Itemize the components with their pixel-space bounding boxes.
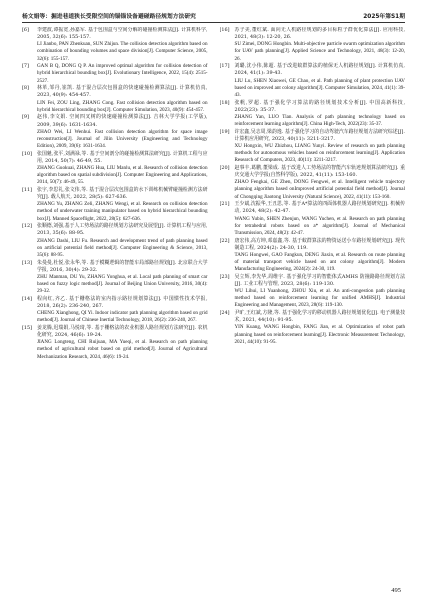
reference-text-chinese: 张帆,罗超. 基于强化学习算法的路径规划技术分析[J]. 中国高新科技, 2022(23): 35-37. — [234, 99, 405, 113]
reference-text-english: WANG Yubin, SHEN Zhenjun, WANG Yuchen, et al. Research on path planning for tetrahedral robots based on a* algorithm[J]. Journal of Mechanical Transmission, 2024, 48(2): 42-47. — [234, 215, 405, 236]
reference-text-chinese: 赵事丰,葛鹏,董梁成. 基于改进人工势场法的智能汽车轨迹规划算法研究[J]. 重庆交通大学学报(自然科学版), 2022, 41(11): 153-160. — [234, 164, 405, 179]
reference-text-english: WU Lihui, LI Yuanhong, ZHOU Xiu, et al. An anti-congestion path planning method based on reinforcement learning for unified AMHS[J]. Industrial Engineering and Management, 2023, 28(6): 119-130. — [234, 288, 405, 309]
reference-body — [37, 187, 208, 223]
reference-number: [12] — [22, 223, 33, 230]
reference-text-chinese: 王少斌,沈振华,王丑思,等. 基于A*算法的四面体机器人路径规划研究[J]. 机械传动, 2024, 48(2): 42-47. — [234, 201, 405, 215]
reference-number: [11] — [22, 186, 33, 193]
reference-body — [37, 27, 208, 63]
reference-body — [235, 129, 406, 165]
reference-item — [220, 201, 406, 237]
reference-item — [22, 187, 208, 223]
reference-number: [7] — [22, 63, 29, 70]
reference-text-english: ZHAO Wei, LI Wenhui. Fast collision detection algorithm for space image reconstruction[J]. Journal of Jilin University (Engineering and Technology Edition), 2009, 39(6): 1631-1634. — [37, 128, 208, 149]
reference-text-english: ZHANG Yan, LUO Tian. Analysis of path planning technology based on reinforcement learning algorithm[J]. China High-Tech, 2022(23): 35-37. — [234, 113, 405, 128]
reference-body — [37, 114, 208, 150]
reference-text-chinese: 苏子美,董红斌. 面向无人机路径规划的多目标粒子群优化算法[J]. 应用科技, 2021, 48(3): 12-20, 26. — [234, 27, 405, 41]
reference-body — [37, 63, 208, 84]
reference-body — [37, 260, 208, 296]
header-title: 杨文娟等：掘进巷道狭长受限空间的锚锚设备避碰路径规划方法研究 — [22, 14, 196, 20]
reference-body — [235, 63, 406, 99]
reference-item — [22, 63, 208, 84]
reference-item — [220, 100, 406, 129]
reference-item — [220, 238, 406, 274]
reference-text-chinese: 赵伟,李文娟. 空间四叉树的快速碰撞检测算法[J]. 吉林大学学报(工学版), 2009, 39(6): 1631-1634. — [37, 114, 208, 128]
reference-text-english: ZHAO Fengkai, GE Zhen, DONG Fengwei, et al. Intelligent vehicle trajectory planning algorithm based onImproved artificial potential field method[J]. Journal of Chongqing Jiaotong University (Natural Science), 2022, 41(11): 153-160. — [234, 179, 405, 200]
reference-text-english: XU Hongxin, WU Zhizhou, LIANG Yunyi. Review of research on path planning methods for autonomous vehicles based on reinforcement learning[J]. Application Research of Computers, 2023, 40(11): 3211-3217. — [234, 143, 405, 164]
reference-text-english: TANG Hongwei, GAO Fangkun, DENG Jiaxin, et al. Research on route planning of material transport vehicle based on ant colony algorithm[J]. Modern Manufacturing Engineering, 2024(2): 24-30, 119. — [234, 251, 405, 273]
reference-text-chinese: 尹旷,王红斌,方隆,等. 基于强化学习的移动机器人路径规划优化[J]. 电子测量技术, 2021, 44(10): 91-95. — [234, 310, 405, 324]
reference-text-english: ZHANG Guokuai, ZHANG Hua, LIU Manlu, et al. Research of collision detection algorithm based on spatial subdivision[J]. Computer Engineering and Applications, 2014, 50(7): 46-49, 55. — [37, 164, 208, 186]
reference-text-english: LIN Fei, ZOU Ling, ZHANG Cong. Fast collision detection algorithm based on hybrid hierarchical bounding box[J]. Computer Simulation, 2023, 40(9): 454-457. — [37, 99, 208, 113]
reference-text-english: LIU Lu, SHEN Xiaowei, GE Chao, et al. Path planning of plant protection UAV based on improved ant colony algorithm[J]. Computer Simulation, 2024, 41(1): 39-43. — [234, 77, 405, 98]
reference-number: [19] — [219, 128, 230, 135]
reference-number: [17] — [219, 63, 230, 70]
reference-item — [220, 63, 406, 99]
reference-item — [22, 85, 208, 114]
reference-number: [14] — [22, 295, 33, 302]
header-issue: 2025年第S1期 — [363, 14, 405, 20]
reference-body — [37, 223, 208, 259]
reference-column-left — [22, 27, 208, 581]
reference-text-chinese: 张宇,李思礼,张文伟,等. 基于混合层次包围盒的水下训练机械臂碰撞检测方法研究[J]. 载人航天, 2022, 28(5): 627-636. — [37, 186, 208, 201]
reference-item — [220, 274, 406, 310]
reference-item — [22, 151, 208, 187]
reference-item — [220, 165, 406, 201]
reference-text-english: GAN B Q, DONG Q P. An improved optimal algorithm for collision detection of hybrid hierarchical bounding box[J]. Evolutionary Intelligence, 2022, 15(4): 2515-2527. — [37, 63, 208, 84]
reference-text-chinese: 朱曼曼,杜悦,张永华,等. 基于模糊逻辑的智能车局部路径规划[J]. 北京联合大学学报, 2016, 30(4): 29-32. — [37, 259, 208, 273]
reference-item — [22, 114, 208, 150]
reference-text-chinese: 唐宏伟,高方坤,邓嘉鑫,等. 基于蚁群算法的物资运送小车路径规划研究[J]. 现代制造工程, 2024(2): 24-30, 119. — [234, 237, 405, 251]
reference-item — [22, 296, 208, 325]
reference-text-chinese: 姜龙腾,迟瑞娟,马悦琦,等. 基于栅格法的农业机器人路径规划方法研究[J]. 农机化研究, 2024, 46(6): 19-24. — [37, 324, 208, 339]
reference-number: [8] — [22, 85, 29, 92]
reference-body — [37, 296, 208, 325]
reference-number: [18] — [219, 99, 230, 106]
reference-body — [235, 165, 406, 201]
reference-columns — [22, 27, 405, 581]
reference-body — [235, 274, 406, 310]
reference-number: [10] — [22, 150, 33, 157]
reference-item — [22, 325, 208, 361]
reference-body — [235, 310, 406, 346]
reference-number: [13] — [22, 259, 33, 266]
reference-item — [22, 223, 208, 259]
reference-item — [22, 27, 208, 63]
reference-text-chinese: 刘璐,沈小伟,陈超. 基于改进蚁群算法的植保无人机路径规划[J]. 计算机仿真, 2024, 41(1): 39-43. — [234, 63, 405, 77]
reference-number: [24] — [219, 310, 230, 317]
reference-number: [9] — [22, 114, 29, 121]
reference-text-english: ZHU Manman, DU Yu, ZHANG Yonghua, et al. Local path planning of smart car based on fuzzy logic method[J]. Journal of Beijing Union University, 2016, 30(4): 29-32. — [37, 273, 208, 295]
reference-item — [220, 129, 406, 165]
reference-item — [220, 310, 406, 346]
reference-text-english: LI Jianbo, PAN Zhenkuan, SUN Zhijun. The collision detection algorithm based on combination of bounding volumes and space division[J]. Computer Science, 2005, 32(6): 155-157. — [37, 41, 208, 62]
reference-body — [235, 27, 406, 63]
reference-body — [37, 151, 208, 187]
reference-number: [23] — [219, 273, 230, 280]
reference-body — [37, 85, 208, 114]
reference-text-chinese: 张国魁,张平,刘满禄,等. 基于空间剖分的碰撞检测算法研究[J]. 计算机工程与应用, 2014, 50(7): 46-49, 55. — [37, 150, 208, 164]
reference-number: [21] — [219, 201, 230, 208]
reference-text-english: SU Zimei, DONG Hongbin. Multi-objective particle swarm optimization algorithm for UAV path planning[J]. Applied Science and Technology, 2021, 48(3): 12-20, 26. — [234, 41, 405, 62]
reference-body — [235, 201, 406, 237]
reference-item — [22, 260, 208, 296]
reference-item — [220, 27, 406, 63]
header-rule — [22, 22, 405, 23]
reference-text-chinese: 张顺德,刘强,基于人工势场法的路径规划方法研究及展望[J]. 计算机工程与应用, 2013, 35(6): 88-95. — [37, 223, 208, 237]
reference-number: [6] — [22, 27, 29, 33]
reference-text-english: YIN Kuang, WANG Hongbin, FANG Jian, et al. Optimization of robot path planning based on reinforcement learning[J]. Electronic Measurement Technology, 2021, 44(10): 91-95. — [234, 324, 405, 345]
reference-text-chinese: 李建波,谭振宽,孙嘉军. 基于包围盒与空间分解的碰撞检测算法[J]. 计算机科学, 2005, 32(6): 155-157. — [37, 27, 208, 41]
reference-text-english: CHENG Xianghong, QI Yi. Indoor indicator path planning algorithm based on grid method[J]. Journal of Chinese Inertial Technology, 2018, 26(2): 236-240, 267. — [37, 310, 208, 324]
running-header — [22, 8, 405, 20]
reference-text-chinese: 林革,邹丹,崔凯. 基于混合层次包围盒的快速碰撞检测算法[J]. 计算机仿真, 2023, 40(9): 454-457. — [37, 85, 208, 99]
reference-body — [37, 325, 208, 361]
reference-number: [15] — [22, 324, 33, 331]
reference-text-english: ZHANG Yu, ZHANG Zeli, ZHANG Wengi, et al. Research on collision detection method of underwater training manipulator based on hybrid hierarchical bounding box[J]. Manned Spaceflight, 2022, 28(5): 627-636. — [37, 201, 208, 222]
reference-number: [22] — [219, 237, 230, 244]
reference-number: [16] — [219, 27, 230, 33]
reference-text-english: ZHANG Dashi, LIU Fu. Research and development trend of path planning based on artificial potential field method[J]. Computer Engineering & Science, 2013, 35(6): 88-95. — [37, 237, 208, 258]
page-number: 495 — [391, 587, 401, 594]
reference-text-chinese: 许宏鑫,吴志周,梁韵逸. 基于强化学习的自动驾驶汽车路径规划方法研究综述[J]. 计算机应用研究, 2023, 40(11): 3211-3217. — [234, 128, 405, 142]
reference-column-right — [220, 27, 406, 581]
reference-text-chinese: 程向红,齐乙. 基于栅格法的室内指示路径规划算法[J]. 中国惯性技术学报, 2018, 26(2): 236-240, 267. — [37, 295, 208, 309]
reference-body — [235, 238, 406, 274]
reference-text-chinese: 吴立辉,李先华,周维宇. 基于强化学习的智能体式AMHS 防撞路路径规划方法[J]. 工业工程与管理, 2023, 28(6): 119-130. — [234, 273, 405, 287]
reference-body — [235, 100, 406, 129]
reference-text-english: JIANG Longteng, CHI Ruijuan, MA Yueqi, et al. Research on path planning method of agricultural robot based on grid method[J]. Journal of Agricultural Mechanization Research, 2024, 46(6): 19-24. — [37, 339, 208, 360]
reference-number: [20] — [219, 164, 230, 171]
